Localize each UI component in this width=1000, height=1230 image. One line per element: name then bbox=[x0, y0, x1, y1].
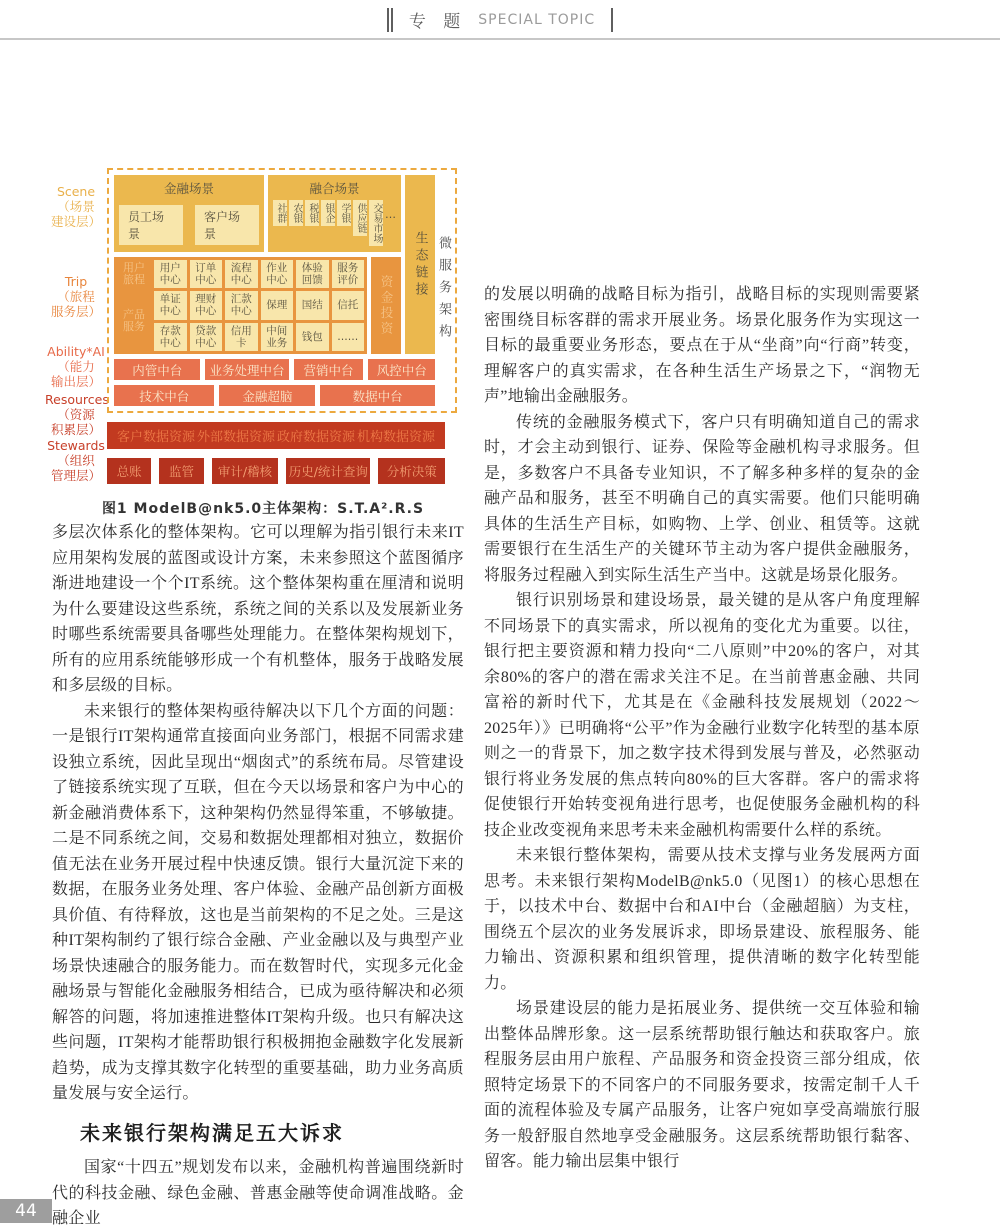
right-column bbox=[484, 282, 920, 1175]
page-number: 44 bbox=[0, 1199, 52, 1223]
trip-box: 单证中心 bbox=[154, 291, 187, 319]
fusion-scene-block bbox=[268, 175, 401, 252]
trip-box: 信托 bbox=[332, 291, 365, 319]
fusion-item: 农银 bbox=[289, 200, 303, 226]
header-rule bbox=[0, 38, 1000, 40]
scene-layer bbox=[114, 175, 401, 252]
fusion-scene-title: 融合场景 bbox=[309, 181, 360, 196]
resources-layer bbox=[107, 422, 445, 449]
resource-item: 客户数据资源 bbox=[117, 430, 196, 445]
product-label: 产品服务 bbox=[123, 307, 145, 334]
trip-box: 订单中心 bbox=[190, 260, 223, 288]
trip-box: 流程中心 bbox=[225, 260, 258, 288]
fusion-item: 交易市场 bbox=[369, 200, 383, 246]
trip-box: 作业中心 bbox=[261, 260, 294, 288]
trip-layer bbox=[114, 257, 401, 354]
ability-box: 技术中台 bbox=[114, 385, 214, 406]
header-double-bar bbox=[387, 8, 393, 32]
scene-item: 员工场景 bbox=[119, 205, 183, 245]
figure-caption: 图1 ModelB@nk5.0主体架构：S.T.A².R.S bbox=[101, 501, 425, 517]
ability-box: 数据中台 bbox=[320, 385, 435, 406]
steward-box: 总账 bbox=[107, 458, 151, 484]
stewards-layer bbox=[107, 458, 445, 484]
layer-label-scene: Scene （场景 建设层） bbox=[50, 184, 101, 229]
layer-label-trip: Trip （旅程 服务层） bbox=[50, 274, 101, 319]
fusion-item: 银企 bbox=[321, 200, 335, 226]
scene-item: 客户场景 bbox=[195, 205, 259, 245]
paragraph: 场景建设层的能力是拓展业务、提供统一交互体验和输出整体品牌形象。这一层系统帮助银行触达和获取客户。旅程服务层由用户旅程、产品服务和资金投资三部分组成，依照特定场景下的不同客户的不同服务要求，按需定制千人千面的流程体验及专属产品服务，让客户宛如享受高端旅行服务一般舒服自然地享受金融服务。这层系统帮助银行黏客、留客。能力输出层集中银行 bbox=[484, 1000, 920, 1170]
fusion-item: 社群 bbox=[273, 200, 287, 226]
micro-service-label: 微服务架构 bbox=[436, 235, 451, 346]
resource-item: 外部数据资源 bbox=[196, 430, 275, 445]
journey-label: 用户旅程 bbox=[123, 260, 145, 287]
paragraph: 多层次体系化的整体架构。它可以理解为指引银行未来IT应用架构发展的蓝图或设计方案，未来参照这个蓝图循序渐进地建设一个个IT系统。这个整体架构重在厘清和说明为什么要建设这些系统，系统之间的关系以及发展新业务时哪些系统需要具备哪些处理能力。在整体架构规划下，所有的应用系统能够形成一个有机整体，服务于战略发展和多层级的目标。 bbox=[52, 524, 464, 694]
ability-layer-row2 bbox=[114, 385, 435, 406]
topic-title-en: SPECIAL TOPIC bbox=[478, 11, 596, 28]
trip-box: 保理 bbox=[261, 291, 294, 319]
resource-item: 机构数据资源 bbox=[356, 430, 435, 445]
paragraph: 未来银行的整体架构亟待解决以下几个方面的问题：一是银行IT架构通常直接面向业务部门，根据不同需求建设独立系统，因此呈现出“烟囱式”的系统布局。尽管建设了链接系统实现了互联，但在今天以场景和客户为中心的新金融消费体系下，这种架构仍然显得笨重，不够敏捷。二是不同系统之间，交易和数据处理都相对独立，数据价值无法在业务开展过程中快速反馈。银行大量沉淀下来的数据，在服务业务处理、客户体验、金融产品创新方面极具价值、有待释放，这也是当前架构的不足之处。三是这种IT架构制约了银行综合金融、产业金融以及与典型产业场景快速融合的服务能力。而在数智时代，实现多元化金融场景与智能化金融服务相结合，已成为亟待解决和必须解答的问题，将加速推进整体IT架构升级。也只有解决这些问题，IT架构才能帮助银行积极拥抱金融数字化发展新趋势，成为支撑其数字化转型的重要基础，助力业务高质量发展与安全运行。 bbox=[52, 702, 464, 1102]
finance-scene-block bbox=[114, 175, 264, 252]
trip-box: 用户中心 bbox=[154, 260, 187, 288]
paragraph: 传统的金融服务模式下，客户只有明确知道自己的需求时，才会主动到银行、证券、保险等金融机构寻求服务。但是，多数客户不具备专业知识，不了解多种多样的复杂的金融产品和服务，甚至不明确自己的真实需要。他们只能明确具体的生活生产目标，如购物、上学、创业、租赁等。这就需要银行在生活生产的关键环节主动为客户提供金融服务，将服务过程融入到实际生活生产当中。这就是场景化服务。 bbox=[484, 413, 920, 584]
layer-label-resources: Resources （资源 积累层） bbox=[45, 392, 109, 437]
ability-layer-row1 bbox=[114, 359, 435, 380]
steward-box: 历史/统计查询 bbox=[286, 458, 370, 484]
page-header bbox=[0, 7, 1000, 32]
architecture-core-box bbox=[107, 168, 457, 413]
paragraph: 的发展以明确的战略目标为指引，战略目标的实现则需要紧密围绕目标客群的需求开展业务。场景化服务作为实现这一目标的最重要业务形态，要点在于从“坐商”向“行商”转变，理解客户的真实需求，在各种生活生产场景之下，“润物无声”地输出金融服务。 bbox=[484, 286, 920, 405]
layer-label-stewards: Stewards （组织 管理层） bbox=[47, 438, 105, 483]
trip-box: 信用卡 bbox=[225, 323, 258, 351]
fund-investment-block: 资金投资 bbox=[371, 257, 401, 354]
trip-box: …… bbox=[332, 323, 365, 351]
trip-box: 体验回馈 bbox=[296, 260, 329, 288]
trip-box: 服务评价 bbox=[332, 260, 365, 288]
trip-box: 理财中心 bbox=[190, 291, 223, 319]
trip-box: 中间业务 bbox=[261, 323, 294, 351]
trip-box: 国结 bbox=[296, 291, 329, 319]
steward-box: 监管 bbox=[159, 458, 203, 484]
steward-box: 分析决策 bbox=[378, 458, 445, 484]
ability-box: 业务处理中台 bbox=[205, 359, 288, 380]
trip-box: 贷款中心 bbox=[190, 323, 223, 351]
eco-link-block: 生态链接 bbox=[405, 175, 435, 354]
ability-box: 营销中台 bbox=[294, 359, 364, 380]
left-column bbox=[52, 520, 464, 1230]
paragraph: 未来银行整体架构，需要从技术支撑与业务发展两方面思考。未来银行架构ModelB@nk5.0（见图1）的核心思想在于，以技术中台、数据中台和AI中台（金融超脑）为支柱，围绕五个层次的业务发展诉求，即场景建设、旅程服务、能力输出、资源积累和组织管理，提供清晰的数字化转型能力。 bbox=[484, 847, 920, 992]
fusion-item: 供应链 bbox=[353, 200, 367, 236]
fusion-item: 学银 bbox=[337, 200, 351, 226]
fusion-ellipsis: … bbox=[385, 208, 396, 221]
finance-scene-title: 金融场景 bbox=[163, 181, 214, 196]
ability-box: 金融超脑 bbox=[219, 385, 315, 406]
trip-box: 存款中心 bbox=[154, 323, 187, 351]
architecture-figure bbox=[45, 168, 457, 518]
section-heading: 未来银行架构满足五大诉求 bbox=[80, 1120, 344, 1145]
resource-item: 政府数据资源 bbox=[276, 430, 355, 445]
trip-box: 钱包 bbox=[296, 323, 329, 351]
ability-box: 风控中台 bbox=[368, 359, 435, 380]
paragraph: 银行识别场景和建设场景，最关键的是从客户角度理解不同场景下的真实需求，所以视角的变化尤为重要。以往，银行把主要资源和精力投向“二八原则”中20%的客户，对其余80%的客户的潜在需求关注不足。在当前普惠金融、共同富裕的新时代下，尤其是在《金融科技发展规划（2022～2025年）》已明确将“公平”作为金融行业数字化转型的基本原则之一的背景下，加之数字技术得到发展与普及，必然驱动银行将业务发展的焦点转向80%的巨大客群。客户的需求将促使银行开始转变视角进行思考，也促使服务金融机构的科技企业改变视角来思考未来金融机构需要什么样的系统。 bbox=[484, 592, 920, 839]
ability-box: 内管中台 bbox=[114, 359, 200, 380]
layer-label-ability: Ability*AI （能力 输出层） bbox=[47, 344, 105, 389]
steward-box: 审计/稽核 bbox=[212, 458, 279, 484]
header-single-bar bbox=[611, 8, 613, 32]
fusion-item: 税银 bbox=[305, 200, 319, 226]
paragraph: 国家“十四五”规划发布以来，金融机构普遍围绕新时代的科技金融、绿色金融、普惠金融等使命调准战略。金融企业 bbox=[52, 1159, 464, 1227]
trip-box: 汇款中心 bbox=[225, 291, 258, 319]
figure-layer-labels bbox=[45, 168, 107, 484]
topic-title-cn: 专 题 bbox=[408, 12, 467, 32]
